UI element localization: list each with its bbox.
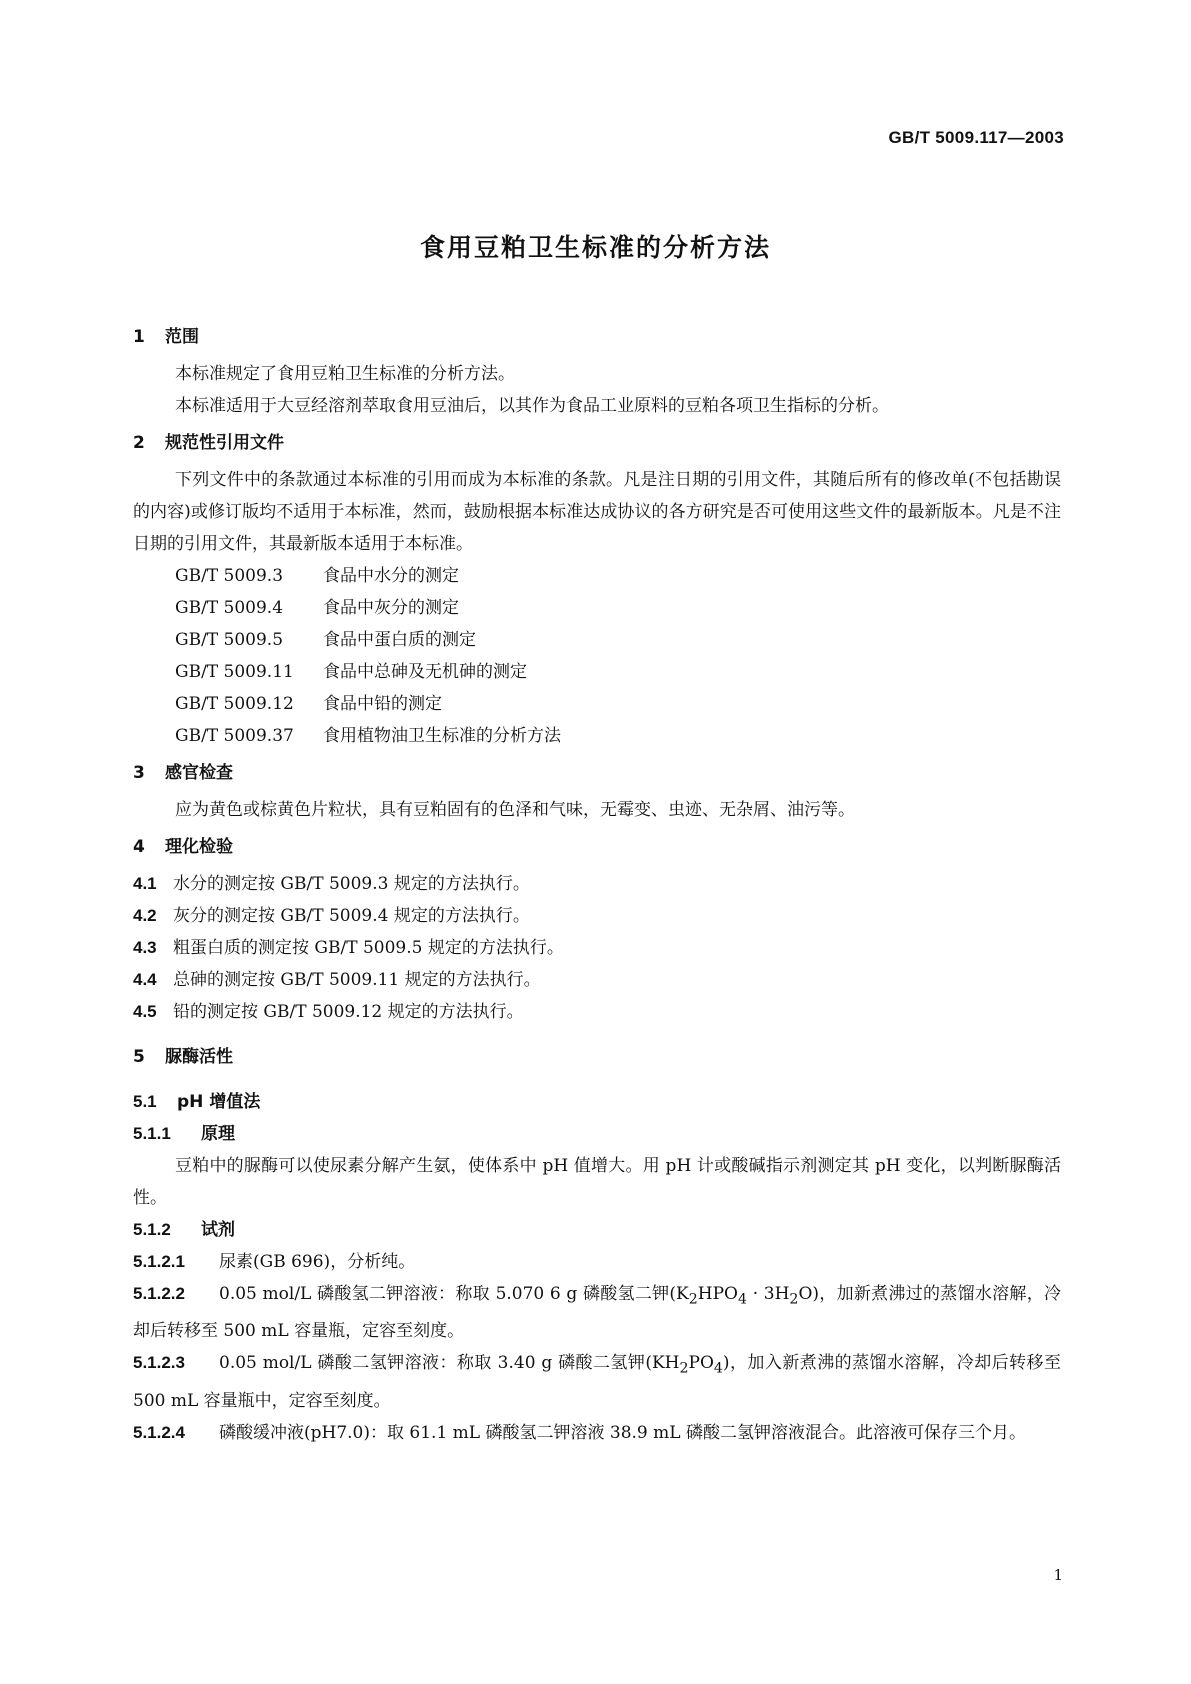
clause-text: PO: [688, 1353, 714, 1374]
clause-text: HPO: [697, 1284, 738, 1304]
section-title: 理化检验: [165, 837, 233, 857]
reference-title: 食用植物油卫生标准的分析方法: [323, 726, 561, 746]
clause-number: 4.4: [133, 970, 157, 989]
clause-text: 铅的测定按 GB/T 5009.12 规定的方法执行。: [173, 1002, 524, 1022]
section-heading-references: [133, 428, 1061, 458]
section-heading-scope: [133, 322, 1061, 352]
section-title: 范围: [165, 327, 199, 347]
subsection-title: 试剂: [201, 1220, 235, 1240]
clause-number: 4.3: [133, 938, 157, 957]
subsection-heading: [133, 1214, 1061, 1246]
page-number: 1: [1053, 1566, 1063, 1584]
reference-code: GB/T 5009.12: [175, 694, 294, 714]
reference-item: [133, 720, 1061, 752]
clause-text: 0.05 mol/L 磷酸氢二钾溶液：称取 5.070 6 g 磷酸氢二钾(K: [219, 1284, 689, 1304]
clause-item: [133, 1417, 1061, 1449]
section-heading-physicochemical: [133, 832, 1061, 862]
subsection-number: 5.1.2: [133, 1220, 171, 1239]
section-title: 脲酶活性: [165, 1047, 233, 1067]
section-number: 2: [133, 433, 145, 453]
reference-title: 食品中灰分的测定: [323, 598, 459, 618]
page-title: 食用豆粕卫生标准的分析方法: [419, 233, 771, 262]
clause-number: 4.2: [133, 906, 157, 925]
standard-code: GB/T 5009.117—2003: [888, 128, 1064, 147]
clause-number: 5.1.2.2: [133, 1284, 185, 1303]
clause-item: [133, 1347, 1061, 1416]
subscript: 2: [789, 1291, 799, 1308]
section-number: 3: [133, 763, 145, 783]
reference-code: GB/T 5009.37: [175, 726, 294, 746]
section-heading-sensory: [133, 758, 1061, 788]
section-heading-urease: [133, 1042, 1061, 1072]
paragraph: 应为黄色或棕黄色片粒状，具有豆粕固有的色泽和气味，无霉变、虫迹、无杂屑、油污等。: [175, 800, 855, 820]
subscript: 4: [737, 1291, 747, 1308]
clause-text: O)，加新煮沸过的蒸馏水溶解，冷却后转移至 500 mL 容量瓶，定容至刻度。: [133, 1284, 1061, 1342]
clause-number: 5.1.2.4: [133, 1422, 185, 1442]
clause-item: [133, 932, 1061, 964]
section-number: 5: [133, 1047, 145, 1067]
clause-item: [133, 1278, 1061, 1347]
subscript: 4: [713, 1360, 723, 1377]
reference-code: GB/T 5009.3: [175, 566, 284, 586]
clause-number: 4.1: [133, 874, 157, 893]
clause-item: [133, 996, 1061, 1028]
reference-item: [133, 688, 1061, 720]
clause-text: 尿素(GB 696)，分析纯。: [219, 1252, 416, 1272]
paragraph: 本标准规定了食用豆粕卫生标准的分析方法。: [175, 364, 515, 384]
subsection-number: 5.1.1: [133, 1124, 171, 1143]
subsection-title: 原理: [201, 1124, 235, 1144]
clause-text: 灰分的测定按 GB/T 5009.4 规定的方法执行。: [173, 906, 530, 926]
subsection-heading: [133, 1086, 1061, 1118]
section-number: 4: [133, 837, 145, 857]
clause-text: 总砷的测定按 GB/T 5009.11 规定的方法执行。: [173, 970, 541, 990]
clause-text: )，加入新煮沸的蒸馏水溶解，冷却后转移至 500 mL 容量瓶中，定容至刻度。: [133, 1353, 1061, 1411]
clause-item: [133, 900, 1061, 932]
clause-text: 水分的测定按 GB/T 5009.3 规定的方法执行。: [173, 874, 530, 894]
reference-code: GB/T 5009.5: [175, 630, 284, 650]
reference-item: [133, 560, 1061, 592]
document-body: [133, 322, 1061, 1449]
clause-number: 5.1.2.1: [133, 1252, 185, 1271]
clause-text: · 3H: [747, 1284, 790, 1304]
paragraph: 豆粕中的脲酶可以使尿素分解产生氨，使体系中 pH 值增大。用 pH 计或酸碱指示剂测定其 pH 变化，以判断脲酶活性。: [133, 1156, 1061, 1208]
reference-item: [133, 592, 1061, 624]
reference-title: 食品中蛋白质的测定: [323, 630, 476, 650]
reference-item: [133, 656, 1061, 688]
reference-code: GB/T 5009.11: [175, 662, 294, 682]
clause-text: 磷酸缓冲液(pH7.0)：取 61.1 mL 磷酸氢二钾溶液 38.9 mL 磷酸二氢钾溶液混合。此溶液可保存三个月。: [219, 1422, 1026, 1443]
clause-item: [133, 1246, 1061, 1278]
clause-number: 5.1.2.3: [133, 1353, 185, 1373]
paragraph: 本标准适用于大豆经溶剂萃取食用豆油后，以其作为食品工业原料的豆粕各项卫生指标的分析。: [175, 396, 889, 416]
section-number: 1: [133, 327, 145, 347]
clause-text: 粗蛋白质的测定按 GB/T 5009.5 规定的方法执行。: [173, 938, 564, 958]
paragraph: 下列文件中的条款通过本标准的引用而成为本标准的条款。凡是注日期的引用文件，其随后所有的修改单(不包括勘误的内容)或修订版均不适用于本标准，然而，鼓励根据本标准达成协议的各方研究是否可使用这些文件的最新版本。凡是不注日期的引用文件，其最新版本适用于本标准。: [133, 470, 1061, 554]
clause-number: 4.5: [133, 1002, 157, 1021]
subsection-heading: [133, 1118, 1061, 1150]
clause-item: [133, 868, 1061, 900]
reference-item: [133, 624, 1061, 656]
subsection-number: 5.1: [133, 1092, 157, 1111]
clause-text: 0.05 mol/L 磷酸二氢钾溶液：称取 3.40 g 磷酸二氢钾(KH: [219, 1353, 680, 1374]
section-title: 规范性引用文件: [165, 433, 284, 453]
subsection-title: pH 增值法: [177, 1092, 261, 1112]
reference-title: 食品中铅的测定: [323, 694, 442, 714]
reference-code: GB/T 5009.4: [175, 598, 284, 618]
section-title: 感官检查: [165, 763, 233, 783]
reference-title: 食品中总砷及无机砷的测定: [323, 662, 527, 682]
subscript: 2: [688, 1291, 698, 1308]
subscript: 2: [679, 1360, 689, 1377]
reference-title: 食品中水分的测定: [323, 566, 459, 586]
clause-item: [133, 964, 1061, 996]
